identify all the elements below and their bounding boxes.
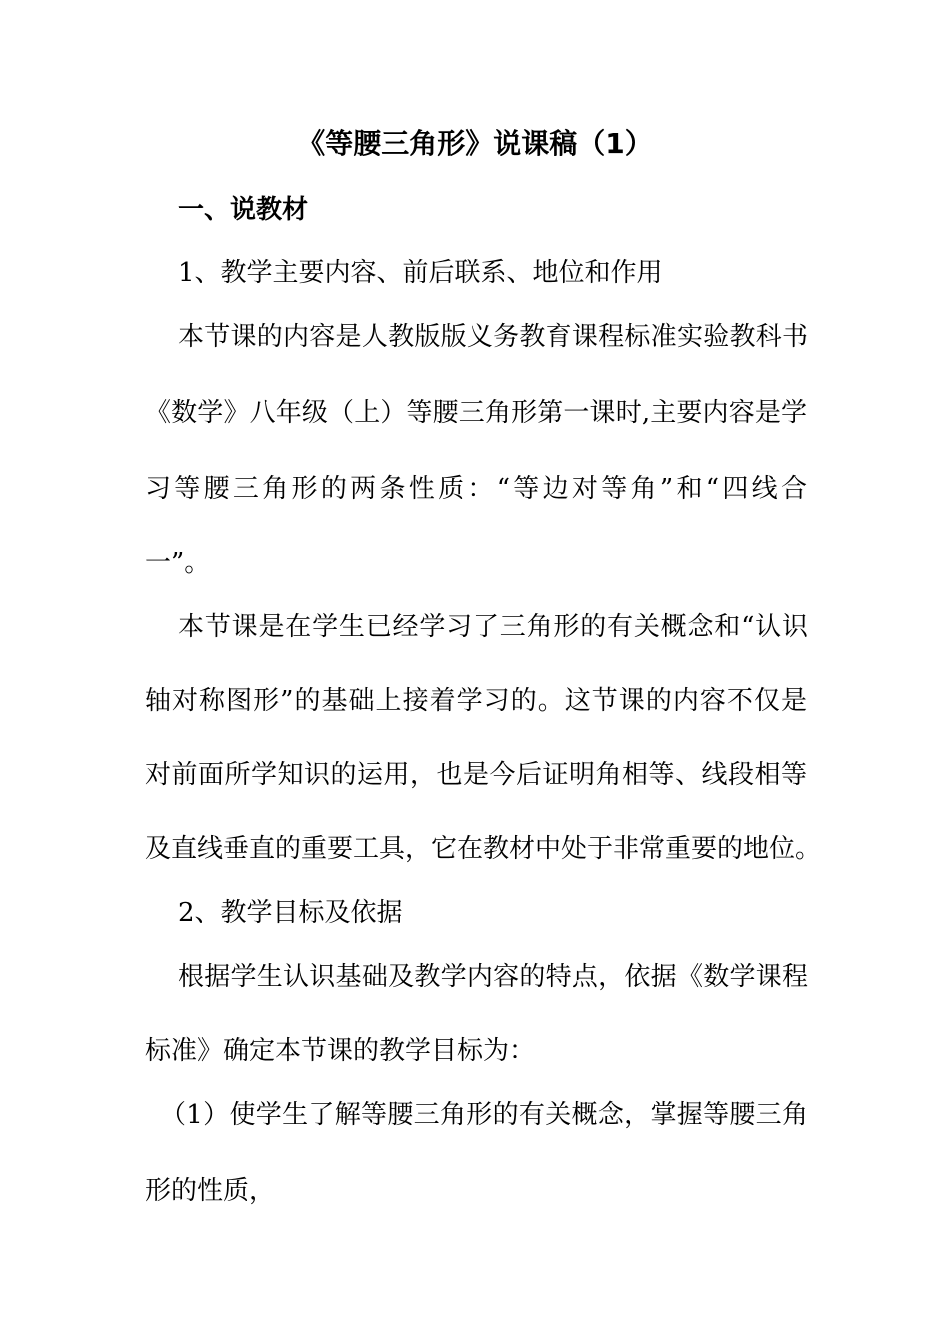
- paragraph-3-line-2: 标准》确定本节课的教学目标为：: [145, 1036, 536, 1066]
- paragraph-4-line-2: 形的性质，: [145, 1176, 276, 1206]
- paragraph-2-line-1: 本节课是在学生已经学习了三角形的有关概念和“认识: [178, 612, 808, 642]
- paragraph-1-line-4: 一”。: [145, 548, 211, 578]
- paragraph-2-line-3: 对前面所学知识的运用，也是今后证明角相等、线段相等: [145, 760, 807, 790]
- subsection-heading-1: 1、教学主要内容、前后联系、地位和作用: [178, 258, 663, 288]
- paragraph-4-line-1: （1）使学生了解等腰三角形的有关概念，掌握等腰三角: [160, 1100, 808, 1130]
- subsection-heading-2: 2、教学目标及依据: [178, 898, 403, 928]
- paragraph-3-line-1: 根据学生认识基础及教学内容的特点，依据《数学课程: [178, 962, 808, 992]
- document-title: 《等腰三角形》说课稿（1）: [297, 127, 653, 160]
- paragraph-2-line-4: 及直线垂直的重要工具，它在教材中处于非常重要的地位。: [145, 834, 822, 864]
- paragraph-2-line-2: 轴对称图形”的基础上接着学习的。这节课的内容不仅是: [145, 686, 807, 716]
- paragraph-1-line-3: 习等腰三角形的两条性质：“等边对等角”和“四线合: [145, 474, 807, 504]
- paragraph-1-line-1: 本节课的内容是人教版版义务教育课程标准实验教科书: [178, 322, 808, 352]
- paragraph-1-line-2: 《数学》八年级（上）等腰三角形第一课时,主要内容是学: [145, 398, 807, 428]
- section-heading-1: 一、说教材: [178, 195, 309, 225]
